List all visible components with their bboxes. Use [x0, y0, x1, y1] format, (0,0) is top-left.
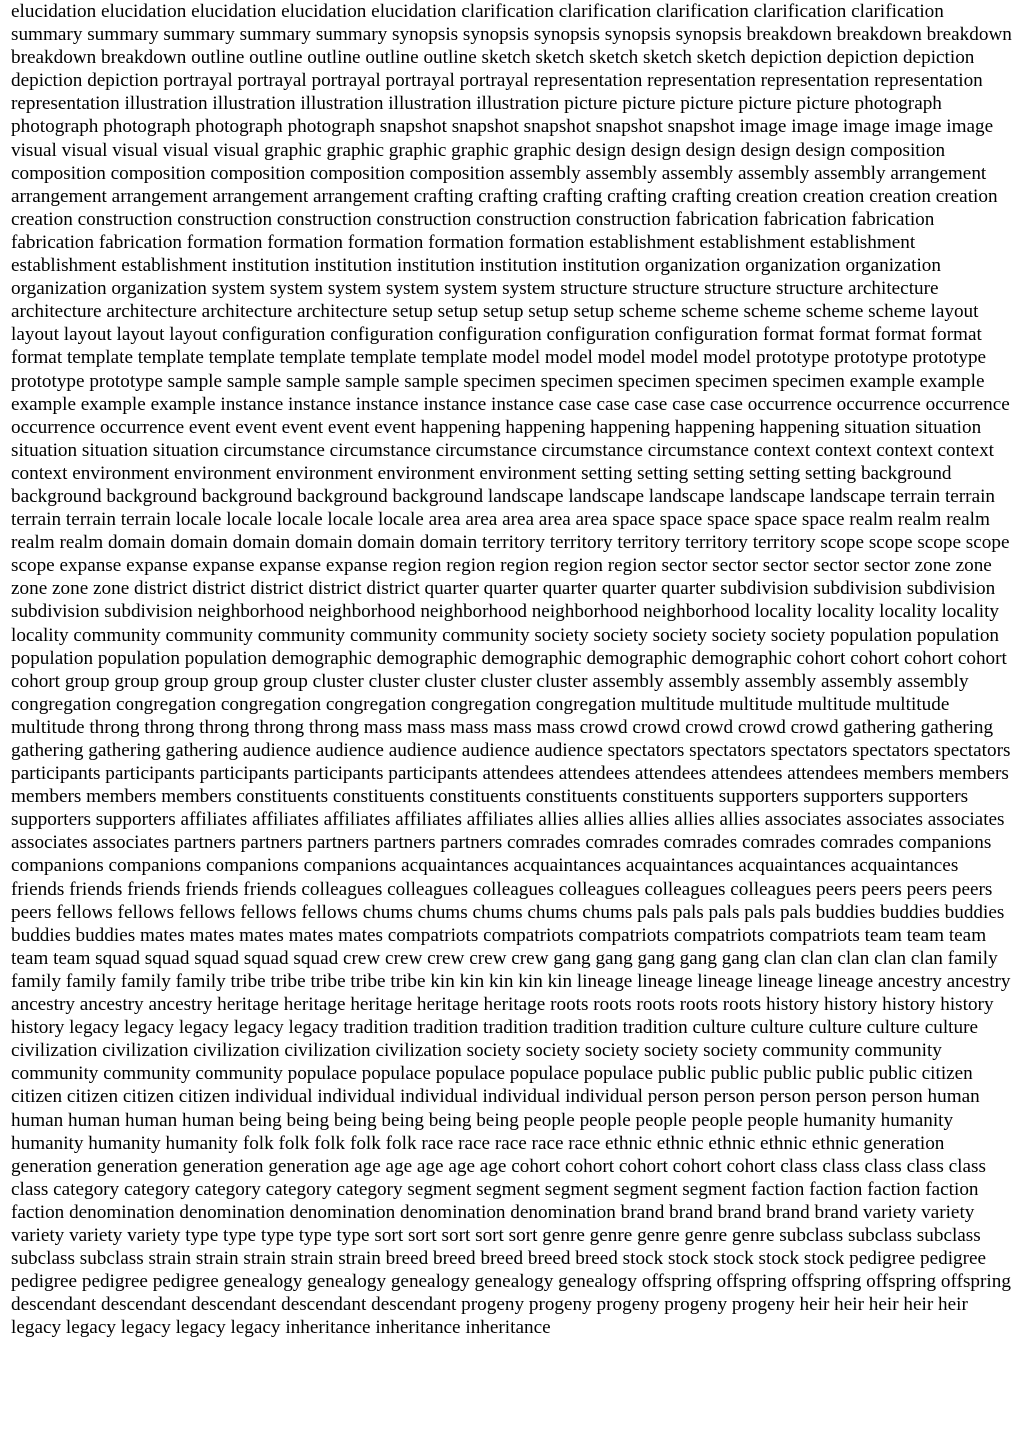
- body-text: elucidation elucidation elucidation elucidation elucidation clarification clarification clarification clarification clarification summary summary summary summary summary synopsis synopsis synopsis synopsis synopsis breakdown breakdown breakdown breakdown breakdown outline outline outline outline outline sketch sketch sketch sketch sketch depiction depiction depiction depiction depiction portrayal portrayal portrayal portrayal portrayal representation representation representation representation representation illustration illustration illustration illustration illustration picture picture picture picture picture photograph photograph photograph photograph photograph snapshot snapshot snapshot snapshot snapshot image image image image image visual visual visual visual visual graphic graphic graphic graphic graphic design design design design design composition composition composition composition composition composition assembly assembly assembly assembly assembly arrangement arrangement arrangement arrangement arrangement crafting crafting crafting crafting crafting creation creation creation creation creation construction construction construction construction construction construction fabrication fabrication fabrication fabrication fabrication formation formation formation formation formation establishment establishment establishment establishment establishment institution institution institution institution institution organization organization organization organization organization system system system system system system structure structure structure structure architecture architecture architecture architecture architecture setup setup setup setup setup scheme scheme scheme scheme scheme layout layout layout layout layout configuration configuration configuration configuration configuration format format format format format template template template template template template model model model model model prototype prototype prototype prototype prototype sample sample sample sample sample specimen specimen specimen specimen specimen example example example example example instance instance instance instance instance case case case case case occurrence occurrence occurrence occurrence occurrence event event event event event happening happening happening happening happening situation situation situation situation situation circumstance circumstance circumstance circumstance circumstance context context context context context environment environment environment environment environment setting setting setting setting setting background background background background background background landscape landscape landscape landscape landscape terrain terrain terrain terrain terrain locale locale locale locale locale area area area area area space space space space space realm realm realm realm realm domain domain domain domain domain domain territory territory territory territory territory scope scope scope scope scope expanse expanse expanse expanse expanse region region region region region sector sector sector sector sector zone zone zone zone zone district district district district district quarter quarter quarter quarter quarter subdivision subdivision subdivision subdivision subdivision neighborhood neighborhood neighborhood neighborhood neighborhood locality locality locality locality locality community community community community community society society society society society population population population population population demographic demographic demographic demographic demographic cohort cohort cohort cohort cohort group group group group group cluster cluster cluster cluster cluster assembly assembly assembly assembly assembly congregation congregation congregation congregation congregation congregation multitude multitude multitude multitude multitude throng throng throng throng throng mass mass mass mass mass crowd crowd crowd crowd crowd gathering gathering gathering gathering gathering audience audience audience audience audience spectators spectators spectators spectators spectators participants participants participants participants participants attendees attendees attendees attendees attendees members members members members members constituents constituents constituents constituents constituents supporters supporters supporters supporters supporters affiliates affiliates affiliates affiliates affiliates allies allies allies allies allies associates associates associates associates associates partners partners partners partners partners comrades comrades comrades comrades comrades companions companions companions companions companions acquaintances acquaintances acquaintances acquaintances acquaintances friends friends friends friends friends colleagues colleagues colleagues colleagues colleagues colleagues peers peers peers peers peers fellows fellows fellows fellows fellows chums chums chums chums chums pals pals pals pals pals buddies buddies buddies buddies buddies mates mates mates mates mates compatriots compatriots compatriots compatriots compatriots team team team team team squad squad squad squad squad crew crew crew crew crew gang gang gang gang gang clan clan clan clan clan family family family family family tribe tribe tribe tribe tribe kin kin kin kin kin lineage lineage lineage lineage lineage ancestry ancestry ancestry ancestry ancestry heritage heritage heritage heritage heritage roots roots roots roots roots history history history history history legacy legacy legacy legacy legacy tradition tradition tradition tradition tradition culture culture culture culture culture civilization civilization civilization civilization civilization society society society society society community community community community community populace populace populace populace populace public public public public public citizen citizen citizen citizen citizen individual individual individual individual individual person person person person person human human human human human being being being being being being people people people people people humanity humanity humanity humanity humanity folk folk folk folk folk race race race race race ethnic ethnic ethnic ethnic ethnic generation generation generation generation generation age age age age age cohort cohort cohort cohort cohort class class class class class class category category category category category segment segment segment segment segment faction faction faction faction faction denomination denomination denomination denomination denomination brand brand brand brand brand variety variety variety variety variety type type type type type sort sort sort sort sort genre genre genre genre genre subclass subclass subclass subclass subclass strain strain strain strain strain breed breed breed breed breed stock stock stock stock stock pedigree pedigree pedigree pedigree pedigree genealogy genealogy genealogy genealogy genealogy offspring offspring offspring offspring offspring descendant descendant descendant descendant descendant progeny progeny progeny progeny progeny heir heir heir heir heir legacy legacy legacy legacy legacy inheritance inheritance inheritance: [11, 1, 1012, 1339]
